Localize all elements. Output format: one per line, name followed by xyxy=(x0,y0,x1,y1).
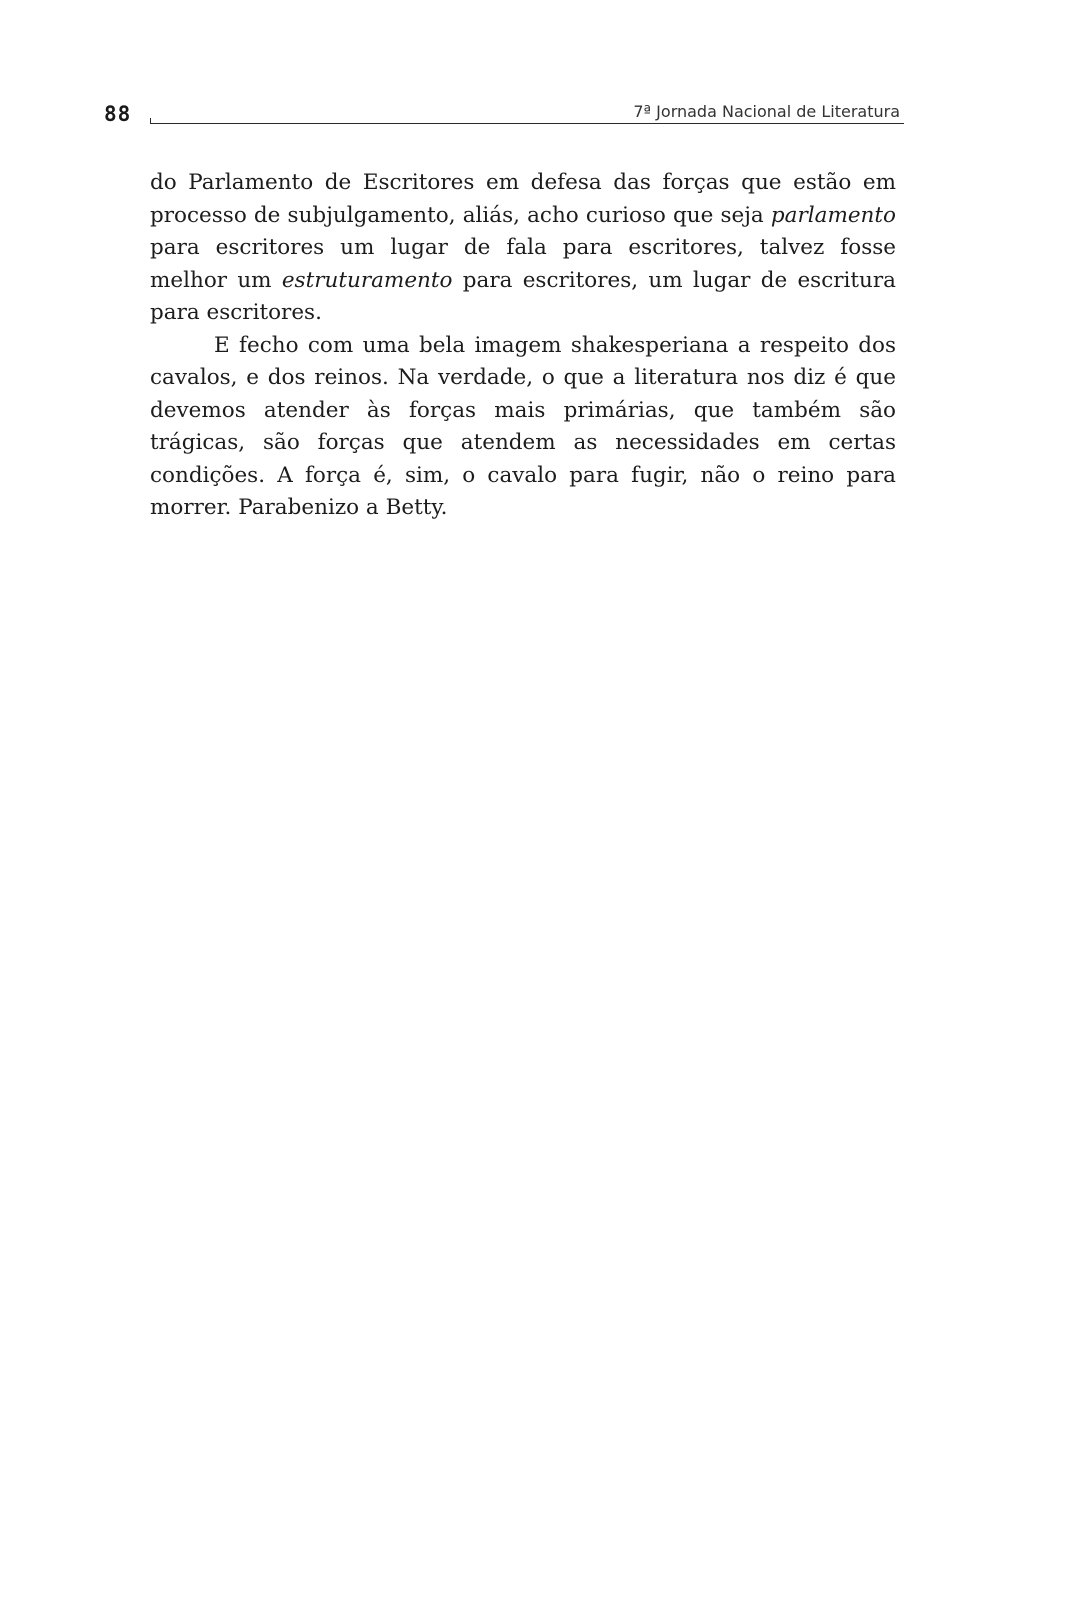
header-rule xyxy=(150,123,904,124)
italic-term-estruturamento: estruturamento xyxy=(281,267,453,293)
running-title: 7ª Jornada Nacional de Literatura xyxy=(633,102,900,121)
paragraph-1-part-3: para escritores, um lugar de escritura para escritores. xyxy=(150,267,896,325)
page-number: 88 xyxy=(104,102,132,126)
body-text xyxy=(150,167,896,525)
paragraph-1 xyxy=(150,167,896,330)
paragraph-2: E fecho com uma bela imagem shakesperiana a respeito dos cavalos, e dos reinos. Na verdade, o que a literatura nos diz é que devemos atender às forças mais primárias, que também são trágicas, são forças que atendem as necessidades em certas condições. A força é, sim, o cavalo para fugir, não o reino para morrer. Parabenizo a Betty. xyxy=(150,332,896,520)
page-header xyxy=(104,98,904,128)
paragraph-1-part-2: para escritores um lugar de fala para escritores, talvez fosse melhor um xyxy=(150,235,896,293)
paragraph-1-part-1: do Parlamento de Escritores em defesa das forças que estão em processo de subjulgamento, aliás, acho curioso que seja xyxy=(150,170,896,228)
italic-term-parlamento: parlamento xyxy=(770,202,896,228)
